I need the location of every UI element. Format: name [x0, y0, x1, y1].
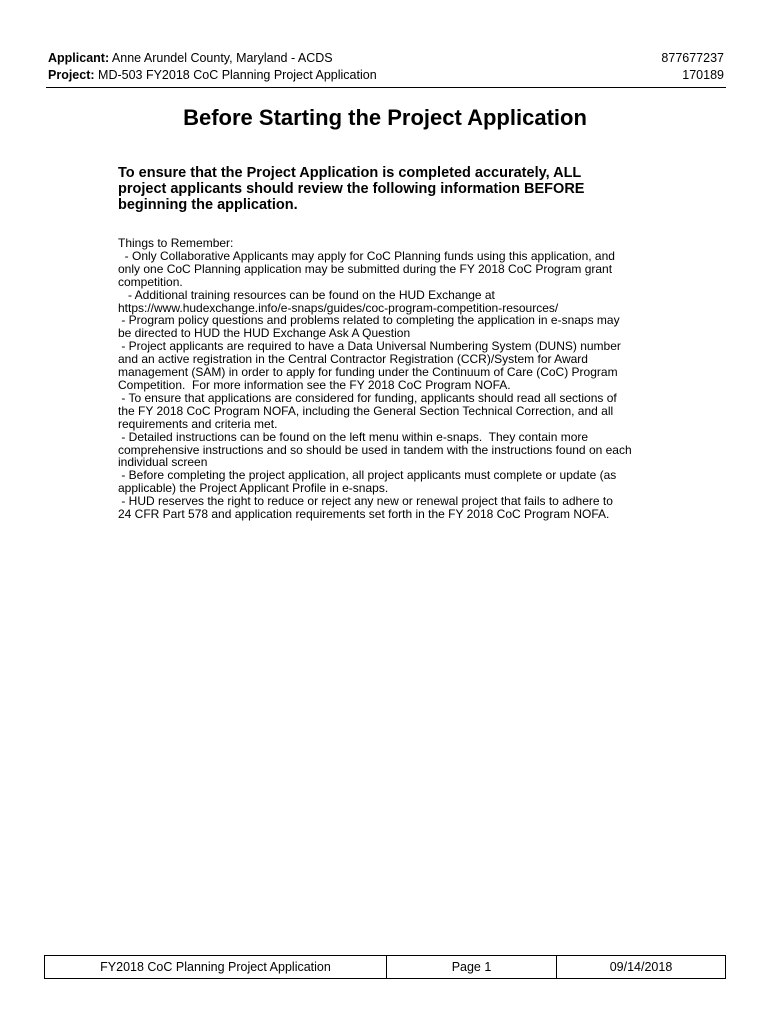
- instruction-line: - Before completing the project application, all project applicants must complete or update (as: [118, 468, 617, 483]
- footer-page-number: Page 1: [387, 956, 557, 978]
- instruction-line: management (SAM) in order to apply for funding under the Continuum of Care (CoC) Program: [118, 365, 618, 380]
- instruction-line: - Detailed instructions can be found on the left menu within e-snaps. They contain more: [118, 429, 589, 444]
- footer-document-name: FY2018 CoC Planning Project Application: [45, 956, 387, 978]
- instruction-line: the FY 2018 CoC Program NOFA, including the General Section Technical Correction, and all: [118, 403, 614, 418]
- intro-text: To ensure that the Project Application is completed accurately, ALL project applicants should review the following information BEFORE beginning the application.: [118, 165, 585, 213]
- instruction-line: applicable) the Project Applicant Profile in e-snaps.: [118, 481, 389, 496]
- project-row: [48, 67, 724, 84]
- project-field: [48, 67, 377, 84]
- instruction-line: only one CoC Planning application may be submitted during the FY 2018 CoC Program grant: [118, 261, 613, 276]
- project-label: Project:: [48, 68, 95, 82]
- applicant-id: 877677237: [661, 51, 724, 65]
- instruction-line: be directed to HUD the HUD Exchange Ask A Question: [118, 326, 411, 341]
- footer-date: 09/14/2018: [609, 960, 673, 974]
- project-name: MD-503 FY2018 CoC Planning Project Application: [98, 68, 377, 82]
- instruction-line: Competition. For more information see the FY 2018 CoC Program NOFA.: [118, 377, 511, 392]
- instruction-line: and an active registration in the Central Contractor Registration (CCR)/System for Award: [118, 352, 588, 367]
- project-id: 170189: [682, 68, 724, 82]
- applicant-label: Applicant:: [48, 51, 110, 65]
- instruction-line: comprehensive instructions and so should be used in tandem with the instructions found on each: [118, 442, 632, 457]
- applicant-row: [48, 50, 724, 67]
- instructions-text: [118, 237, 663, 521]
- applicant-name: Anne Arundel County, Maryland - ACDS: [111, 51, 333, 65]
- instruction-line: requirements and criteria met.: [118, 416, 278, 431]
- page-footer: [44, 955, 726, 979]
- instruction-line: - Project applicants are required to have a Data Universal Numbering System (DUNS) number: [118, 339, 621, 354]
- instruction-line: - Additional training resources can be found on the HUD Exchange at: [118, 287, 495, 302]
- page-title: Before Starting the Project Application: [183, 105, 587, 130]
- instruction-line: competition.: [118, 274, 183, 289]
- instruction-line: - Program policy questions and problems related to completing the application in e-snaps may: [118, 313, 620, 328]
- instruction-line: individual screen: [118, 455, 208, 470]
- instruction-line: - HUD reserves the right to reduce or reject any new or renewal project that fails to adhere to: [118, 494, 613, 509]
- instruction-line: Things to Remember:: [118, 236, 234, 250]
- instruction-line: 24 CFR Part 578 and application requirements set forth in the FY 2018 CoC Program NOFA.: [118, 507, 610, 522]
- applicant-field: [48, 50, 333, 67]
- instruction-line: - Only Collaborative Applicants may apply for CoC Planning funds using this application, and: [118, 248, 615, 263]
- header-divider: [46, 87, 726, 88]
- page-header: [48, 50, 724, 84]
- instruction-line: https://www.hudexchange.info/e-snaps/guides/coc-program-competition-resources/: [118, 300, 559, 315]
- instruction-line: - To ensure that applications are considered for funding, applicants should read all sections of: [118, 390, 617, 405]
